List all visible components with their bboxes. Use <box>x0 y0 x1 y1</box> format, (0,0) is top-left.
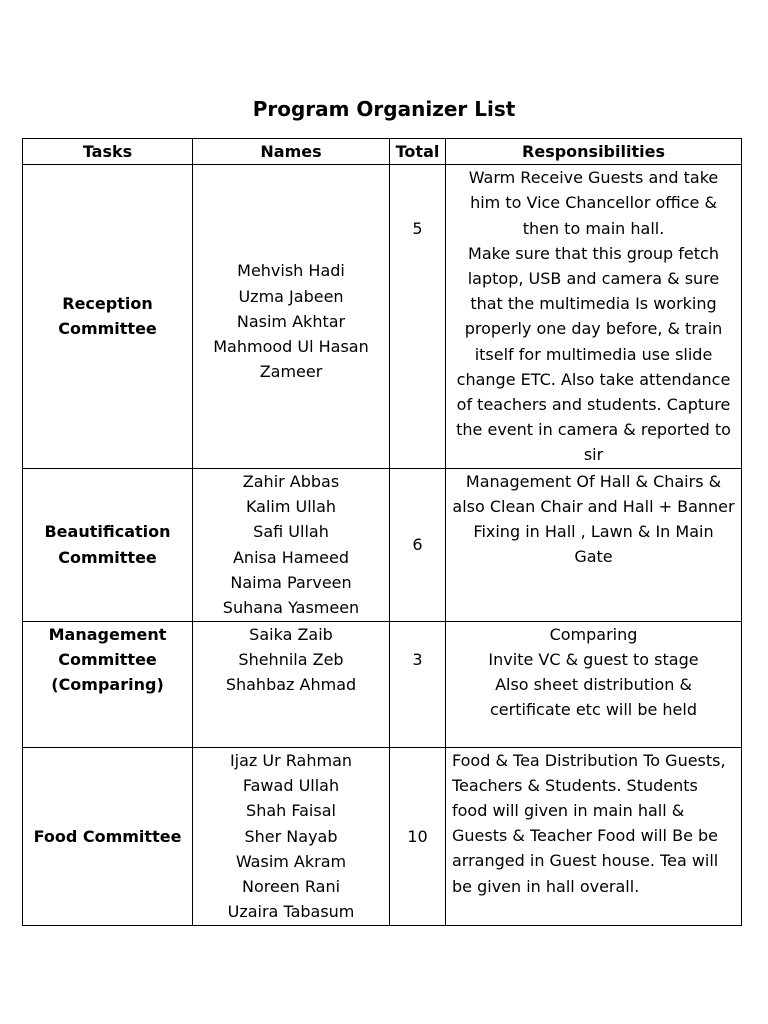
task-line: Food Committee <box>33 826 182 846</box>
organizer-table <box>22 138 742 926</box>
name-item: Saika Zaib <box>249 624 333 644</box>
header-total: Total <box>390 139 446 165</box>
name-item: Mehvish Hadi <box>237 261 345 281</box>
responsibility-line: itself for multimedia use slide <box>474 344 713 364</box>
table-row <box>23 468 742 621</box>
responsibilities-cell <box>446 165 742 468</box>
task-line: Reception <box>62 294 153 314</box>
responsibility-line: of teachers and students. Capture <box>456 395 731 415</box>
names-cell <box>193 747 390 925</box>
task-line: Committee <box>58 547 157 567</box>
table-row <box>23 165 742 468</box>
names-cell <box>193 621 390 747</box>
responsibility-line: Also sheet distribution & <box>495 675 692 695</box>
task-line: Committee <box>58 649 157 669</box>
name-item: Shah Faisal <box>246 801 336 821</box>
responsibility-line: Teachers & Students. Students <box>452 775 698 795</box>
responsibility-line: then to main hall. <box>522 218 665 238</box>
responsibility-line: Guests & Teacher Food will Be be <box>452 826 718 846</box>
name-item: Zahir Abbas <box>242 472 340 492</box>
total-cell <box>390 165 446 468</box>
responsibility-line: the event in camera & reported to <box>456 420 731 440</box>
responsibilities-cell <box>446 621 742 747</box>
responsibility-line: certificate etc will be held <box>490 700 697 720</box>
responsibility-line: Fixing in Hall , Lawn & In Main <box>473 522 714 542</box>
total-value: 3 <box>412 649 423 669</box>
name-item: Zameer <box>259 362 323 382</box>
responsibility-line: Management Of Hall & Chairs & <box>465 471 722 491</box>
name-item: Shehnila Zeb <box>238 649 344 669</box>
names-cell <box>193 165 390 468</box>
task-line: (Comparing) <box>51 675 164 695</box>
task-cell <box>23 747 193 925</box>
names-cell <box>193 468 390 621</box>
name-item: Fawad Ullah <box>242 776 340 796</box>
task-line: Committee <box>58 319 157 339</box>
name-item: Kalim Ullah <box>245 497 337 517</box>
responsibility-line: that the multimedia Is working <box>470 294 717 314</box>
name-item: Shahbaz Ahmad <box>225 675 357 695</box>
responsibility-line: Comparing <box>549 624 638 644</box>
responsibility-line: food will given in main hall & <box>452 801 685 821</box>
responsibility-line: properly one day before, & train <box>464 319 723 339</box>
task-cell <box>23 468 193 621</box>
responsibility-line: Invite VC & guest to stage <box>488 649 699 669</box>
name-item: Mahmood Ul Hasan <box>213 337 369 357</box>
responsibility-line: Make sure that this group fetch <box>468 243 719 263</box>
responsibility-line: him to Vice Chancellor office & <box>470 193 717 213</box>
responsibility-line: also Clean Chair and Hall + Banner <box>452 496 735 516</box>
total-cell <box>390 468 446 621</box>
responsibility-line: Food & Tea Distribution To Guests, <box>452 750 726 770</box>
document-title: Program Organizer List <box>252 97 516 121</box>
header-tasks: Tasks <box>23 139 193 165</box>
name-item: Safi Ullah <box>253 522 329 542</box>
responsibility-line: Gate <box>574 547 613 567</box>
responsibility-line: change ETC. Also take attendance <box>456 369 731 389</box>
task-line: Management <box>48 624 167 644</box>
header-names: Names <box>193 139 390 165</box>
name-item: Nasim Akhtar <box>236 311 346 331</box>
responsibility-line: laptop, USB and camera & sure <box>467 269 720 289</box>
responsibilities-cell <box>446 468 742 621</box>
responsibility-line: arranged in Guest house. Tea will <box>452 851 719 871</box>
task-cell <box>23 165 193 468</box>
total-value: 6 <box>412 535 423 555</box>
name-item: Uzaira Tabasum <box>227 902 355 922</box>
header-responsibilities: Responsibilities <box>446 139 742 165</box>
total-value: 5 <box>412 219 423 239</box>
name-item: Wasim Akram <box>235 851 347 871</box>
table-row <box>23 621 742 747</box>
name-item: Anisa Hameed <box>232 547 350 567</box>
table-row <box>23 747 742 925</box>
total-cell <box>390 621 446 747</box>
responsibility-line: be given in hall overall. <box>452 876 640 896</box>
name-item: Ijaz Ur Rahman <box>229 750 353 770</box>
table-header-row <box>23 139 742 165</box>
task-cell <box>23 621 193 747</box>
responsibility-line: sir <box>583 445 604 465</box>
total-value: 10 <box>407 826 428 846</box>
name-item: Naima Parveen <box>230 572 352 592</box>
name-item: Noreen Rani <box>241 876 341 896</box>
name-item: Suhana Yasmeen <box>222 598 360 618</box>
responsibility-line: Warm Receive Guests and take <box>468 168 719 188</box>
name-item: Uzma Jabeen <box>238 286 344 306</box>
name-item: Sher Nayab <box>244 826 338 846</box>
responsibilities-cell <box>446 747 742 925</box>
total-cell <box>390 747 446 925</box>
task-line: Beautification <box>44 522 171 542</box>
